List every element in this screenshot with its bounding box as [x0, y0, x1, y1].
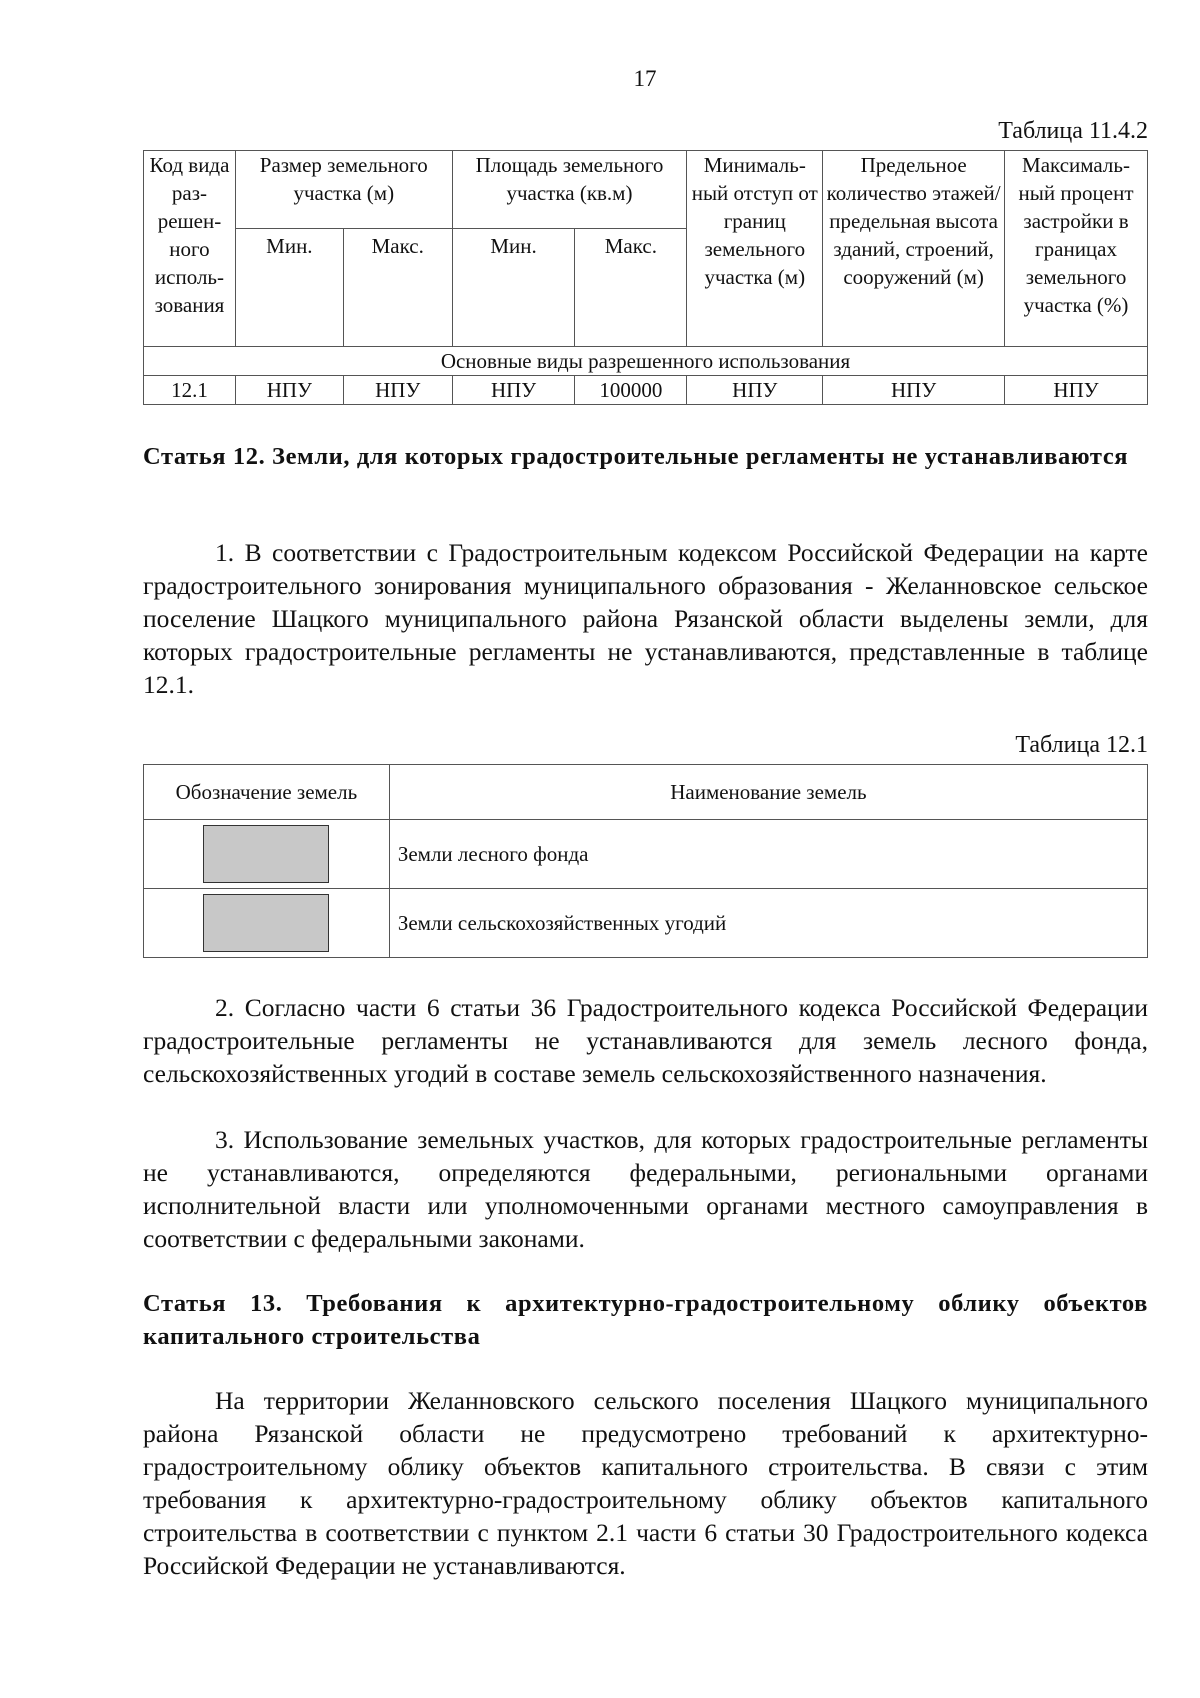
- table-row: [144, 376, 1148, 405]
- cell-area-max: 100000: [575, 376, 687, 405]
- header-min-offset: Минималь- ный отступ от границ земельного участка (м): [687, 151, 823, 347]
- cell-code: 12.1: [144, 376, 236, 405]
- forest-land-swatch-cell: [144, 820, 390, 889]
- forest-land-name: Земли лесного фонда: [389, 820, 1147, 889]
- agricultural-land-name: Земли сельскохозяйственных угодий: [389, 889, 1147, 958]
- table-12-1-caption: Таблица 12.1: [1015, 732, 1148, 758]
- header-area-min: Мин.: [452, 229, 575, 347]
- cell-max-floors: НПУ: [823, 376, 1005, 405]
- table-row: [144, 820, 1148, 889]
- table-11-4-2-caption: Таблица 11.4.2: [998, 118, 1148, 144]
- header-code: Код вида раз- решен- ного исполь- зования: [144, 151, 236, 347]
- section-label: Основные виды разрешенного использования: [144, 347, 1148, 376]
- header-max-percent: Максималь- ный процент застройки в границах земельного участка (%): [1005, 151, 1148, 347]
- cell-size-max: НПУ: [343, 376, 452, 405]
- page-number: 17: [633, 66, 657, 91]
- header-area-max: Макс.: [575, 229, 687, 347]
- cell-area-min: НПУ: [452, 376, 575, 405]
- article-13-paragraph-text: На территории Желанновского сельского поселения Шацкого муниципального района Рязанской области не предусмотрено требований к архитектурно-градостроительному облику объектов капитального строительства. В связи с этим требования к архитектурно-градостроительному облику объектов капитального строительства в соответствии с пунктом 2.1 части 6 статьи 30 Градостроительного кодекса Российской Федерации не устанавливаются.: [143, 1386, 1148, 1580]
- paragraph-3-text: 3. Использование земельных участков, для которых градостроительные регламенты не устанавливаются, определяются федеральными, региональными органами исполнительной власти или уполномоченными органами местного самоуправления в соответствии с федеральными законами.: [143, 1125, 1148, 1253]
- article-13-heading: Статья 13. Требования к архитектурно-градостроительному облику объектов капитального строительства: [143, 1290, 1148, 1350]
- agricultural-land-swatch-cell: [144, 889, 390, 958]
- header-plot-size: Размер земельного участка (м): [235, 151, 452, 229]
- table-12-1: [143, 764, 1148, 958]
- cell-max-percent: НПУ: [1005, 376, 1148, 405]
- cell-min-offset: НПУ: [687, 376, 823, 405]
- forest-land-swatch: [203, 825, 329, 883]
- table-11-4-2: [143, 150, 1148, 405]
- paragraph-2: [143, 991, 1148, 1090]
- article-12-paragraph-1-text: 1. В соответствии с Градостроительным кодексом Российской Федерации на карте градостроительного зонирования муниципального образования - Желанновское сельское поселение Шацкого муниципального района Рязанской области выделены земли, для которых градостроительные регламенты не устанавливаются, представленные в таблице 12.1.: [143, 538, 1148, 699]
- header-size-max: Макс.: [343, 229, 452, 347]
- table-row: [144, 889, 1148, 958]
- header-name: Наименование земель: [389, 765, 1147, 820]
- article-12-paragraph-1: [143, 536, 1148, 701]
- article-12-heading: Статья 12. Земли, для которых градостроительные регламенты не устанавливаются: [143, 443, 1129, 470]
- header-size-min: Мин.: [235, 229, 343, 347]
- cell-size-min: НПУ: [235, 376, 343, 405]
- paragraph-2-text: 2. Согласно части 6 статьи 36 Градостроительного кодекса Российской Федерации градостроительные регламенты не устанавливаются для земель лесного фонда, сельскохозяйственных угодий в составе земель сельскохозяйственного назначения.: [143, 993, 1148, 1088]
- article-13-paragraph: [143, 1384, 1148, 1582]
- paragraph-3: [143, 1123, 1148, 1255]
- agricultural-land-swatch: [203, 894, 329, 952]
- header-symbol: Обозначение земель: [144, 765, 390, 820]
- header-plot-area: Площадь земельного участка (кв.м): [452, 151, 687, 229]
- header-max-floors: Предельное количество этажей/ предельная высота зданий, строений, сооружений (м): [823, 151, 1005, 347]
